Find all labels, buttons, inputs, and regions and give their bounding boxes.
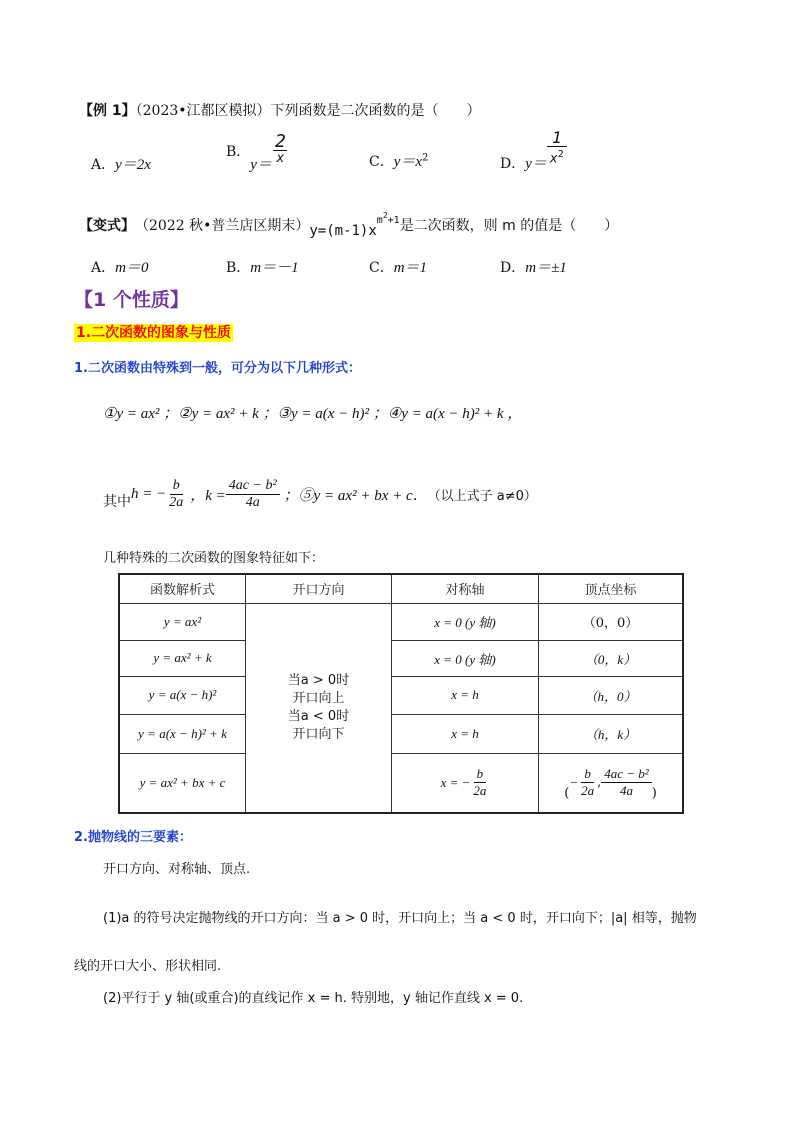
paren-close: ) — [651, 786, 657, 802]
fraction-denominator: 2a — [581, 783, 595, 799]
axis-prefix: x = − — [440, 774, 471, 790]
expr-cell: y = ax² — [119, 603, 246, 640]
expr-cell: y = ax² + k — [119, 640, 246, 676]
table-intro: 几种特殊的二次函数的图象特征如下： — [103, 551, 325, 566]
option-text: y＝2x — [115, 157, 151, 173]
h-equation: h = − — [131, 485, 167, 502]
where-label: 其中 — [103, 494, 131, 510]
example-option-a — [91, 153, 151, 174]
vertex-fraction-1 — [578, 766, 597, 799]
variant-option-b — [226, 256, 299, 277]
example-label: 【例 1】 — [79, 103, 136, 119]
k-fraction — [226, 478, 280, 511]
variant-question-text: 是二次函数，则 m 的值是（ ） — [399, 218, 619, 234]
option-letter: D． — [500, 155, 526, 172]
forms-line: ①y = ax² ；②y = ax² + k ；③y = a(x − h)² ；④y = a(x − h)² + k ， — [103, 406, 523, 422]
table-header-row — [119, 574, 683, 603]
example-source: （2023•江都区模拟） — [135, 103, 271, 119]
fraction-numerator: b — [581, 766, 594, 783]
fraction-denominator — [547, 146, 567, 167]
paragraph-1b: 线的开口大小、形状相同. — [74, 959, 222, 974]
header-cell: 函数解析式 — [119, 574, 246, 603]
formula-exp3: +1 — [387, 215, 400, 226]
option-text: y＝x — [393, 154, 423, 170]
expr-cell: y = ax² + bx + c — [119, 753, 246, 813]
fraction — [272, 131, 289, 167]
paragraph-2: (2)平行于 y 轴(或重合)的直线记作 x = h. 特别地，y 轴记作直线 x = 0. — [103, 991, 524, 1006]
comma: , — [597, 775, 602, 791]
option-letter: B． — [226, 260, 251, 276]
example-option-b — [226, 127, 289, 174]
vertex-cell: （h，0） — [539, 676, 684, 714]
subsection-title — [74, 322, 233, 342]
axis-cell: x = h — [392, 714, 539, 753]
fraction-denominator: 2a — [473, 783, 487, 799]
variant-question — [79, 211, 618, 239]
opening-cond-neg: 当a < 0时 — [287, 708, 350, 724]
superscript: 2 — [422, 152, 429, 164]
opening-cond-pos: 当a > 0时 — [287, 672, 350, 688]
option-text: m＝0 — [115, 260, 149, 276]
opening-up: 开口向上 — [292, 690, 345, 706]
k-equation: ，k = — [190, 487, 226, 504]
vertex-cell: （h，k） — [539, 714, 684, 753]
fraction-numerator: 1 — [552, 127, 562, 147]
table-row — [119, 603, 683, 640]
formula-exp2: 2 — [382, 211, 388, 220]
option-letter: A． — [91, 260, 116, 276]
fraction — [547, 127, 567, 167]
properties-table — [118, 573, 684, 814]
h-fraction — [166, 478, 186, 511]
fraction-numerator: 4ac − b² — [226, 478, 280, 495]
vertex-cell — [539, 753, 684, 813]
paren-open: ( — [564, 786, 570, 802]
fraction-denominator: 2a — [169, 494, 184, 510]
vertex-fraction-2 — [601, 766, 651, 799]
fraction-numerator: 2 — [274, 131, 286, 152]
vertex-cell: （0，k） — [539, 640, 684, 676]
table-row — [119, 714, 683, 753]
fraction-numerator: b — [474, 766, 487, 783]
axis-cell — [392, 753, 539, 813]
variant-label: 【变式】 — [79, 218, 135, 234]
fraction-denominator: 4a — [245, 494, 260, 510]
paragraph-1a: (1)a 的符号决定抛物线的开口方向：当 a > 0 时，开口向上；当 a < 0 时，开口向下；|a| 相等，抛物 — [103, 911, 697, 926]
minus-sign: − — [569, 774, 579, 790]
option-letter: B． — [226, 143, 251, 160]
variant-option-d — [500, 256, 567, 277]
variant-option-a — [91, 256, 148, 277]
vertex-cell: （0，0） — [539, 603, 684, 640]
example-question-text: 下列函数是二次函数的是（ ） — [270, 103, 481, 119]
variant-source: （2022 秋•普兰店区期末） — [135, 218, 310, 234]
expr-cell: y = a(x − h)² — [119, 676, 246, 714]
point-2-title: 2.抛物线的三要素： — [74, 830, 192, 845]
point-1-title: 1.二次函数由特殊到一般，可分为以下几种形式： — [74, 361, 361, 376]
highlighted-title: 1.二次函数的图象与性质 — [76, 325, 232, 341]
option-letter: C． — [369, 260, 394, 276]
header-cell: 开口方向 — [246, 574, 392, 603]
form-5: ；⑤y = ax² + bx + c． — [283, 487, 428, 504]
fraction-numerator: b — [170, 478, 183, 495]
option-letter: A． — [91, 157, 116, 173]
opening-cell — [246, 603, 392, 813]
header-cell: 顶点坐标 — [539, 574, 684, 603]
option-text: y＝ — [250, 157, 272, 173]
option-text: m＝±1 — [525, 260, 567, 276]
fraction-denominator: x — [273, 150, 287, 167]
superscript: 2 — [557, 148, 564, 160]
example-option-c — [369, 150, 428, 171]
table-row — [119, 676, 683, 714]
example-option-d — [500, 124, 567, 173]
fraction-numerator: 4ac − b² — [601, 766, 651, 783]
axis-cell: x = 0 (y 轴) — [392, 640, 539, 676]
table-row — [119, 640, 683, 676]
three-elements: 开口方向、对称轴、顶点. — [103, 862, 251, 877]
where-line — [103, 477, 537, 511]
table-row — [119, 753, 683, 813]
axis-cell: x = h — [392, 676, 539, 714]
den-text: x — [549, 151, 558, 167]
formula-exp: m — [376, 215, 383, 226]
variant-formula — [309, 211, 399, 239]
option-letter: D． — [500, 260, 526, 276]
option-text: m＝1 — [393, 260, 428, 276]
axis-cell: x = 0 (y 轴) — [392, 603, 539, 640]
variant-option-c — [369, 256, 427, 277]
formula-base: y=(m-1)x — [309, 223, 377, 239]
axis-fraction — [470, 766, 489, 799]
fraction-denominator: 4a — [619, 783, 633, 799]
option-text: y＝ — [525, 156, 547, 172]
opening-down: 开口向下 — [292, 726, 345, 742]
note: （以上式子 a≠0） — [427, 488, 537, 504]
expr-cell: y = a(x − h)² + k — [119, 714, 246, 753]
option-letter: C． — [369, 154, 394, 170]
option-text: m＝－1 — [250, 260, 299, 276]
section-title: 【1 个性质】 — [74, 289, 189, 311]
example-1-question — [79, 100, 481, 120]
header-cell: 对称轴 — [392, 574, 539, 603]
